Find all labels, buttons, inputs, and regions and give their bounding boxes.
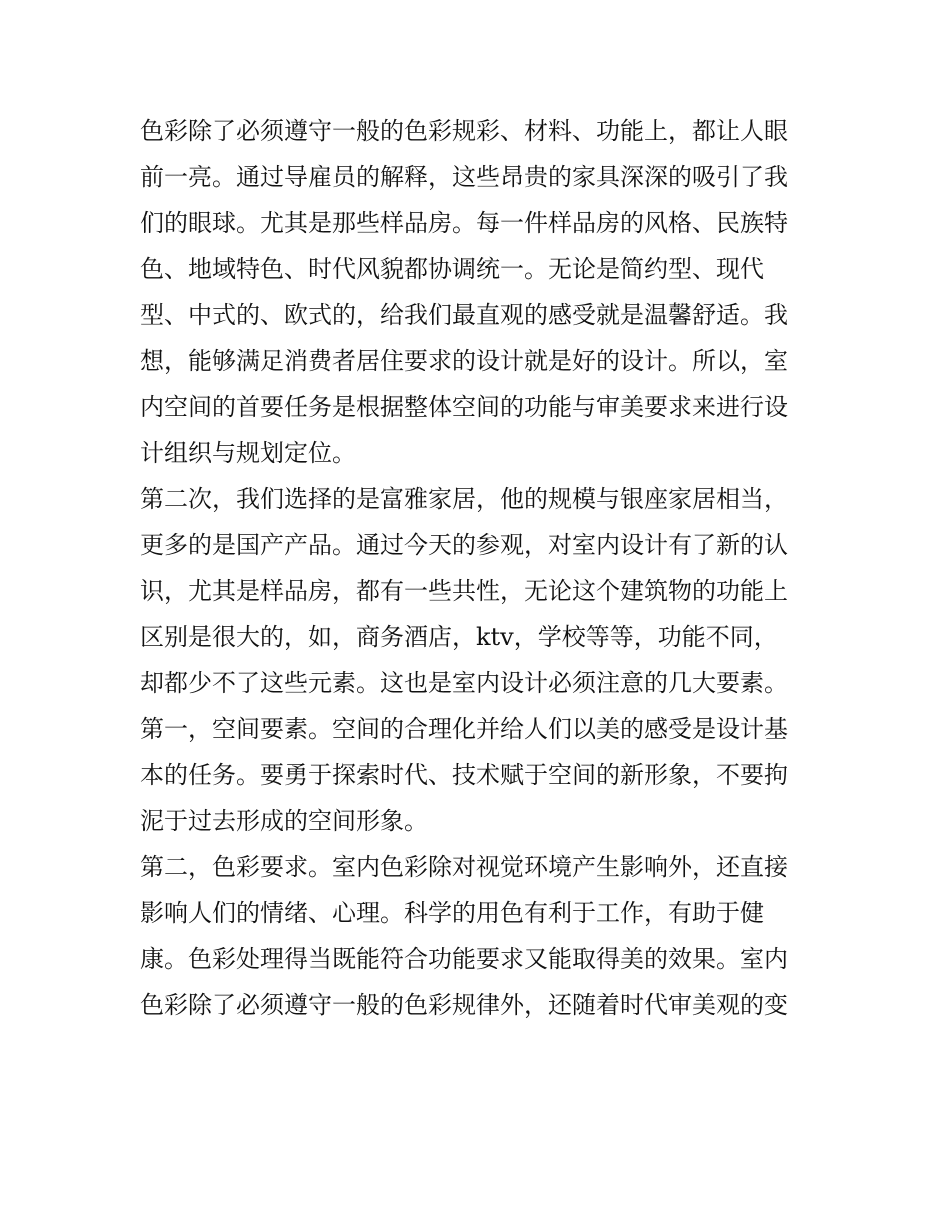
text-line: 内空间的首要任务是根据整体空间的功能与审美要求来进行设 [140,393,788,421]
text-line: 前一亮。通过导雇员的解释，这些昂贵的家具深深的吸引了我 [140,163,788,191]
text-line: 色彩除了必须遵守一般的色彩规律外，还随着时代审美观的变 [140,991,788,1019]
text-line: 计组织与规划定位。 [140,439,356,467]
text-line: 泥于过去形成的空间形象。 [140,807,428,835]
text-line: 更多的是国产产品。通过今天的参观，对室内设计有了新的认 [140,531,788,559]
text-line: 却都少不了这些元素。这也是室内设计必须注意的几大要素。 [140,669,788,697]
text-line: 第一，空间要素。空间的合理化并给人们以美的感受是设计基 [140,715,788,743]
text-line: 本的任务。要勇于探索时代、技术赋于空间的新形象，不要拘 [140,761,788,789]
text-line: 第二次，我们选择的是富雅家居，他的规模与银座家居相当， [140,485,788,513]
text-line: 色彩除了必须遵守一般的色彩规彩、材料、功能上，都让人眼 [140,117,788,145]
text-line: 想，能够满足消费者居住要求的设计就是好的设计。所以，室 [140,347,788,375]
text-line: 型、中式的、欧式的，给我们最直观的感受就是温馨舒适。我 [140,301,788,329]
text-line: 第二，色彩要求。室内色彩除对视觉环境产生影响外，还直接 [140,853,788,881]
text-line: 区别是很大的，如，商务酒店，ktv，学校等等，功能不同， [140,623,778,651]
text-line: 影响人们的情绪、心理。科学的用色有利于工作，有助于健 [140,899,764,927]
body-text [140,108,820,1028]
text-line: 康。色彩处理得当既能符合功能要求又能取得美的效果。室内 [140,945,788,973]
text-line: 色、地域特色、时代风貌都协调统一。无论是简约型、现代 [140,255,764,283]
text-line: 们的眼球。尤其是那些样品房。每一件样品房的风格、民族特 [140,209,788,237]
text-line: 识，尤其是样品房，都有一些共性，无论这个建筑物的功能上 [140,577,788,605]
